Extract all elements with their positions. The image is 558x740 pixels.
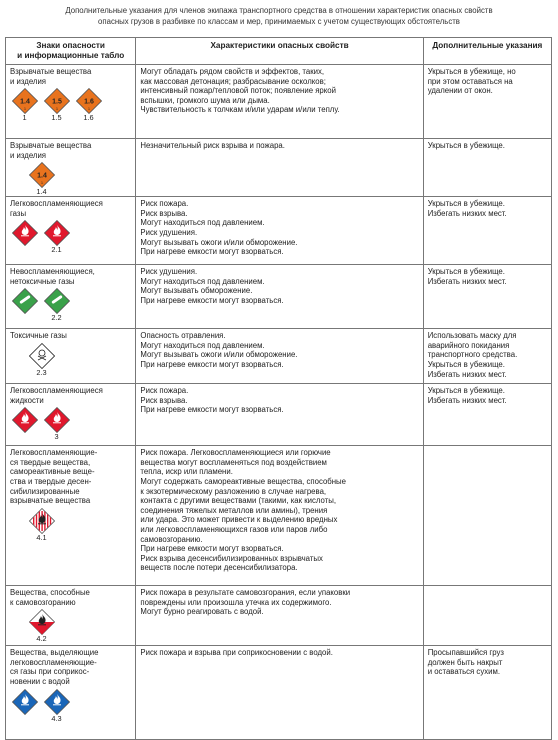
additional-instructions: Просыпавшийся груз должен быть накрыт и оставаться сухим. — [423, 646, 551, 740]
hazard-characteristics: Риск пожара и взрыва при соприкосновении с водой. — [136, 646, 423, 740]
additional-instructions — [423, 446, 551, 586]
hazard-label-explosion-icon — [75, 88, 102, 122]
hazard-label-explosion-icon — [28, 162, 55, 196]
hazard-label-number: 3 — [54, 432, 59, 442]
additional-instructions — [423, 586, 551, 646]
hazard-label-explosion-icon — [43, 88, 70, 122]
hazard-label-number: 2.2 — [51, 313, 62, 323]
hazard-signs — [11, 288, 131, 322]
hazard-label-number: 1.5 — [51, 113, 62, 123]
svg-text:1: 1 — [23, 107, 26, 112]
table-row — [6, 646, 552, 740]
hazard-label-number: 1 — [22, 113, 27, 123]
hazard-label-striped-flame-icon — [28, 508, 55, 542]
hazard-label-skull-crossbones-icon — [28, 343, 55, 377]
table-row — [6, 329, 552, 384]
hazard-label-number: 1.6 — [83, 113, 94, 123]
table-row — [6, 586, 552, 646]
hazard-signs — [28, 343, 131, 377]
hazard-label-number: 2.3 — [36, 367, 47, 377]
page-caption — [0, 6, 558, 27]
hazard-label-number: 4.2 — [36, 634, 47, 644]
hazard-sign-cell — [6, 329, 136, 384]
hazard-signs — [28, 508, 131, 542]
header-characteristics: Характеристики опасных свойств — [136, 38, 423, 65]
hazard-class-name: Взрывчатые вещества и изделия — [10, 67, 92, 86]
svg-text:1: 1 — [40, 181, 43, 186]
hazard-sign-cell — [6, 384, 136, 446]
hazard-label-flame-icon — [11, 220, 38, 254]
additional-instructions: Укрыться в убежище. Избегать низких мест. — [423, 197, 551, 265]
hazard-label-flame-icon — [43, 407, 70, 441]
hazard-class-name: Вещества, выделяющие легковоспламеняющие- ся газы при соприкос- новении с водой — [10, 648, 99, 686]
hazard-class-name: Вещества, способные к самовозгоранию — [10, 588, 90, 607]
caption-line-2: опасных грузов в разбивке по классам и мер, принимаемых с учетом существующих обстоятельств — [98, 16, 460, 26]
hazard-signs — [28, 609, 131, 643]
table-row — [6, 265, 552, 329]
hazard-label-number: 4.3 — [51, 713, 62, 723]
svg-text:1.4: 1.4 — [36, 172, 47, 180]
hazard-label-number: 1.4 — [36, 187, 47, 197]
hazard-signs — [11, 220, 131, 254]
hazard-characteristics: Незначительный риск взрыва и пожара. — [136, 139, 423, 197]
hazard-signs — [11, 689, 131, 723]
hazard-label-flame-icon — [11, 689, 38, 723]
hazard-sign-cell — [6, 446, 136, 586]
hazard-label-flame-icon — [43, 220, 70, 254]
hazard-characteristics: Риск пожара. Риск взрыва. Могут находиться под давлением. Риск удушения. Могут вызывать ожоги и/или обморожение. При нагреве емкости могут взорваться. — [136, 197, 423, 265]
additional-instructions: Укрыться в убежище. Избегать низких мест. — [423, 265, 551, 329]
hazard-class-name: Невоспламеняющиеся, нетоксичные газы — [10, 267, 95, 286]
additional-instructions: Укрыться в убежище. Избегать низких мест. — [423, 384, 551, 446]
hazard-label-number: 2.1 — [51, 245, 62, 255]
hazard-class-name: Легковоспламеняющиеся жидкости — [10, 386, 103, 405]
hazard-signs — [11, 88, 131, 122]
svg-text:1: 1 — [55, 107, 58, 112]
header-instructions: Дополнительные указания — [423, 38, 551, 65]
hazard-sign-cell — [6, 65, 136, 139]
hazard-sign-cell — [6, 265, 136, 329]
hazard-label-gas-cylinder-icon — [43, 288, 70, 322]
hazard-characteristics: Опасность отравления. Могут находиться под давлением. Могут вызывать ожоги и/или обморожение. При нагреве емкости могут взорваться. — [136, 329, 423, 384]
header-signs: Знаки опасности и информационные табло — [6, 38, 136, 65]
hazard-label-half-red-flame-icon — [28, 609, 55, 643]
svg-text:1.6: 1.6 — [83, 98, 94, 106]
hazard-label-number: 4.1 — [36, 532, 47, 542]
hazard-sign-cell — [6, 197, 136, 265]
hazard-signs — [28, 162, 131, 196]
additional-instructions: Укрыться в убежище, но при этом оставаться на удалении от окон. — [423, 65, 551, 139]
hazard-sign-cell — [6, 139, 136, 197]
hazard-characteristics: Риск пожара. Легковоспламеняющиеся или горючие вещества могут воспламеняться под воздействием тепла, искр или пламени. Могут содержать самореактивные вещества, способные к экзотермическому разложению в случае нагрева, контакта с другими веществами (такими, как кислоты, соединения тяжелых металлов или амины), трения или удара. Это может привести к выделению вредных или легковоспламеняющихся газов или паров либо самовозгоранию. При нагреве емкости могут взорваться. Риск взрыва десенсибилизированных взрывчатых веществ после потери десенсибилизатора. — [136, 446, 423, 586]
hazard-signs — [11, 407, 131, 441]
header-row — [6, 38, 552, 65]
table-row — [6, 65, 552, 139]
hazard-sign-cell — [6, 586, 136, 646]
svg-text:1.5: 1.5 — [51, 98, 62, 106]
hazard-label-explosion-icon — [11, 88, 38, 122]
hazard-label-gas-cylinder-icon — [11, 288, 38, 322]
table-row — [6, 197, 552, 265]
hazard-class-name: Взрывчатые вещества и изделия — [10, 141, 92, 160]
svg-text:1: 1 — [87, 107, 90, 112]
hazard-class-name: Легковоспламеняющие- ся твердые вещества, самореактивные веще- ства и твердые десен- сибилизированные взрывчатые вещества — [10, 448, 98, 506]
hazard-label-flame-icon — [43, 689, 70, 723]
hazard-class-name: Токсичные газы — [10, 331, 67, 341]
additional-instructions: Укрыться в убежище. — [423, 139, 551, 197]
table-row — [6, 139, 552, 197]
svg-text:1.4: 1.4 — [19, 98, 30, 106]
caption-line-1: Дополнительные указания для членов экипажа транспортного средства в отношении характеристик опасных свойств — [65, 6, 493, 15]
hazard-characteristics: Могут обладать рядом свойств и эффектов, таких, как массовая детонация; разбрасывание осколков; интенсивный пожар/тепловой поток; появление яркой вспышки, громкого шума или дыма. Чувствительность к толчкам и/или ударам и/или теплу. — [136, 65, 423, 139]
hazard-class-name: Легковоспламеняющиеся газы — [10, 199, 103, 218]
hazard-characteristics: Риск пожара. Риск взрыва. При нагреве емкости могут взорваться. — [136, 384, 423, 446]
table-row — [6, 446, 552, 586]
hazard-characteristics: Риск удушения. Могут находиться под давлением. Могут вызывать обморожение. При нагреве емкости могут взорваться. — [136, 265, 423, 329]
hazard-table — [5, 37, 552, 740]
hazard-characteristics: Риск пожара в результате самовозгорания, если упаковки повреждены или произошла утечка их содержимого. Могут бурно реагировать с водой. — [136, 586, 423, 646]
hazard-label-flame-icon — [11, 407, 38, 441]
additional-instructions: Использовать маску для аварийного покидания транспортного средства. Укрыться в убежище. Избегать низких мест. — [423, 329, 551, 384]
table-row — [6, 384, 552, 446]
hazard-sign-cell — [6, 646, 136, 740]
